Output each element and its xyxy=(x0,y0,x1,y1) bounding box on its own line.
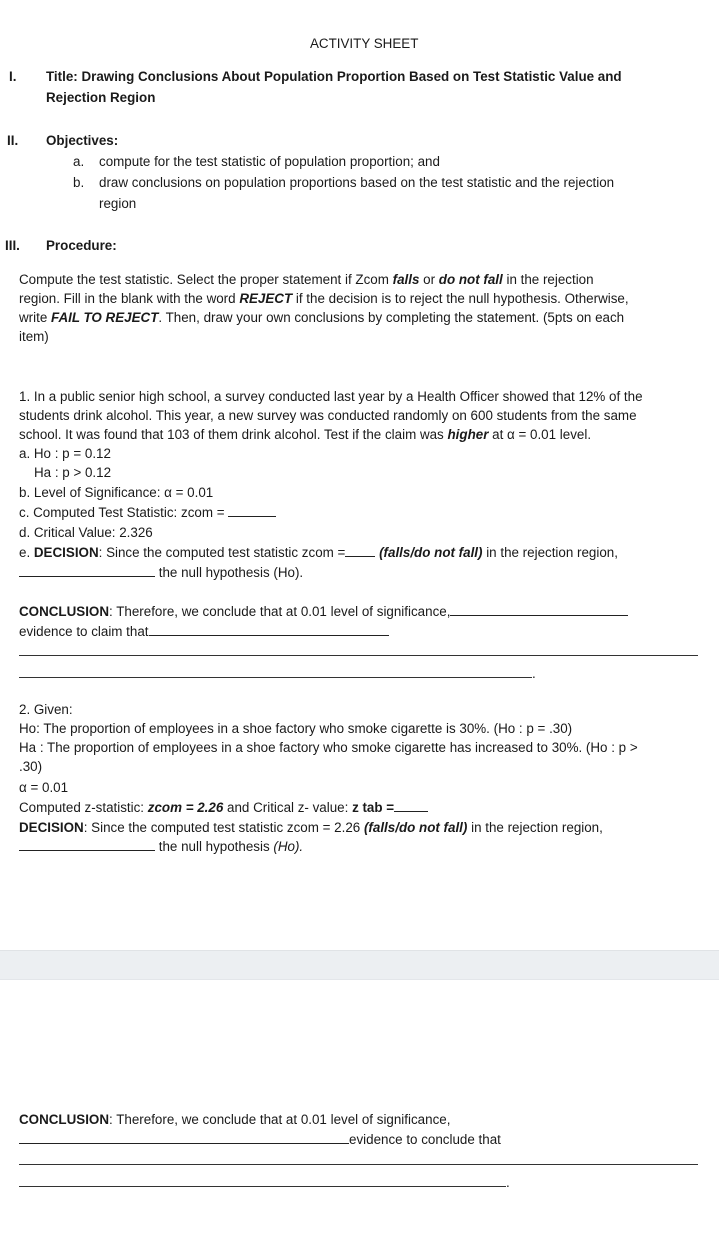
period: . xyxy=(506,1175,510,1190)
decision-line: e. DECISION: Since the computed test statistic zcom = (falls/do not fall) in the rejection region, xyxy=(19,545,618,560)
alt-hypothesis: Ha : p > 0.12 xyxy=(34,465,112,480)
procedure-line: Compute the test statistic. Select the proper statement if Zcom falls or do not fall in the rejection xyxy=(19,272,594,287)
problem-text: students drink alcohol. This year, a new survey was conducted randomly on 600 students from the same xyxy=(19,408,637,423)
computed-test-statistic: c. Computed Test Statistic: zcom = xyxy=(19,503,276,522)
procedure-line: item) xyxy=(19,329,49,344)
list-marker: b. xyxy=(73,175,85,190)
procedure-line: region. Fill in the blank with the word REJECT if the decision is to reject the null hypothesis. Otherwise, xyxy=(19,291,629,306)
problem-text: school. It was found that 103 of them drink alcohol. Test if the claim was higher at α = 0.01 level. xyxy=(19,427,592,442)
page-break xyxy=(0,950,719,980)
conclusion-line: evidence to conclude that xyxy=(19,1130,501,1149)
answer-blank[interactable] xyxy=(450,602,628,616)
answer-blank[interactable] xyxy=(19,837,155,851)
decision-line: the null hypothesis (Ho). xyxy=(19,837,303,856)
objective-text: draw conclusions on population proportions based on the test statistic and the rejection xyxy=(99,175,615,190)
objective-text: region xyxy=(99,196,137,211)
answer-line[interactable] xyxy=(19,677,532,678)
decision-line: the null hypothesis (Ho). xyxy=(19,563,303,582)
page-title: ACTIVITY SHEET xyxy=(310,36,419,51)
answer-blank[interactable] xyxy=(149,622,389,636)
answer-blank[interactable] xyxy=(19,1130,349,1144)
answer-line[interactable] xyxy=(19,1164,698,1165)
objective-text: compute for the test statistic of population proportion; and xyxy=(99,154,440,169)
answer-blank[interactable] xyxy=(345,543,375,557)
answer-blank[interactable] xyxy=(228,503,276,517)
decision-line: DECISION: Since the computed test statistic zcom = 2.26 (falls/do not fall) in the rejection region, xyxy=(19,820,603,835)
conclusion-line: evidence to claim that xyxy=(19,622,389,641)
given-heading: 2. Given: xyxy=(19,702,73,717)
section-number: II. xyxy=(7,133,19,148)
title-line: Rejection Region xyxy=(46,90,156,105)
answer-line[interactable] xyxy=(19,655,698,656)
answer-blank[interactable] xyxy=(394,798,428,812)
procedure-line: write FAIL TO REJECT. Then, draw your own conclusions by completing the statement. (5pts on each xyxy=(19,310,625,325)
section-number: I. xyxy=(9,69,17,84)
answer-line[interactable] xyxy=(19,1186,506,1187)
critical-value: d. Critical Value: 2.326 xyxy=(19,525,153,540)
section-number: III. xyxy=(5,238,20,253)
objectives-heading: Objectives: xyxy=(46,133,119,148)
null-hypothesis: a. Ho : p = 0.12 xyxy=(19,446,111,461)
title-line: Title: Drawing Conclusions About Population Proportion Based on Test Statistic Value and xyxy=(46,69,622,84)
conclusion-line: CONCLUSION: Therefore, we conclude that at 0.01 level of significance, xyxy=(19,1112,451,1127)
conclusion-line: CONCLUSION: Therefore, we conclude that at 0.01 level of significance, xyxy=(19,602,628,621)
alt-hypothesis: Ha : The proportion of employees in a shoe factory who smoke cigarette has increased to 30%. (Ho : p > xyxy=(19,740,638,755)
level-of-significance: b. Level of Significance: α = 0.01 xyxy=(19,485,214,500)
answer-blank[interactable] xyxy=(19,563,155,577)
alt-hypothesis: .30) xyxy=(19,759,43,774)
problem-text: 1. In a public senior high school, a survey conducted last year by a Health Officer showed that 12% of the xyxy=(19,389,643,404)
null-hypothesis: Ho: The proportion of employees in a shoe factory who smoke cigarette is 30%. (Ho : p = .30) xyxy=(19,721,573,736)
alpha-level: α = 0.01 xyxy=(19,780,69,795)
computed-statistic: Computed z-statistic: zcom = 2.26 and Critical z- value: z tab = xyxy=(19,798,428,817)
procedure-heading: Procedure: xyxy=(46,238,117,253)
list-marker: a. xyxy=(73,154,85,169)
period: . xyxy=(532,666,536,681)
